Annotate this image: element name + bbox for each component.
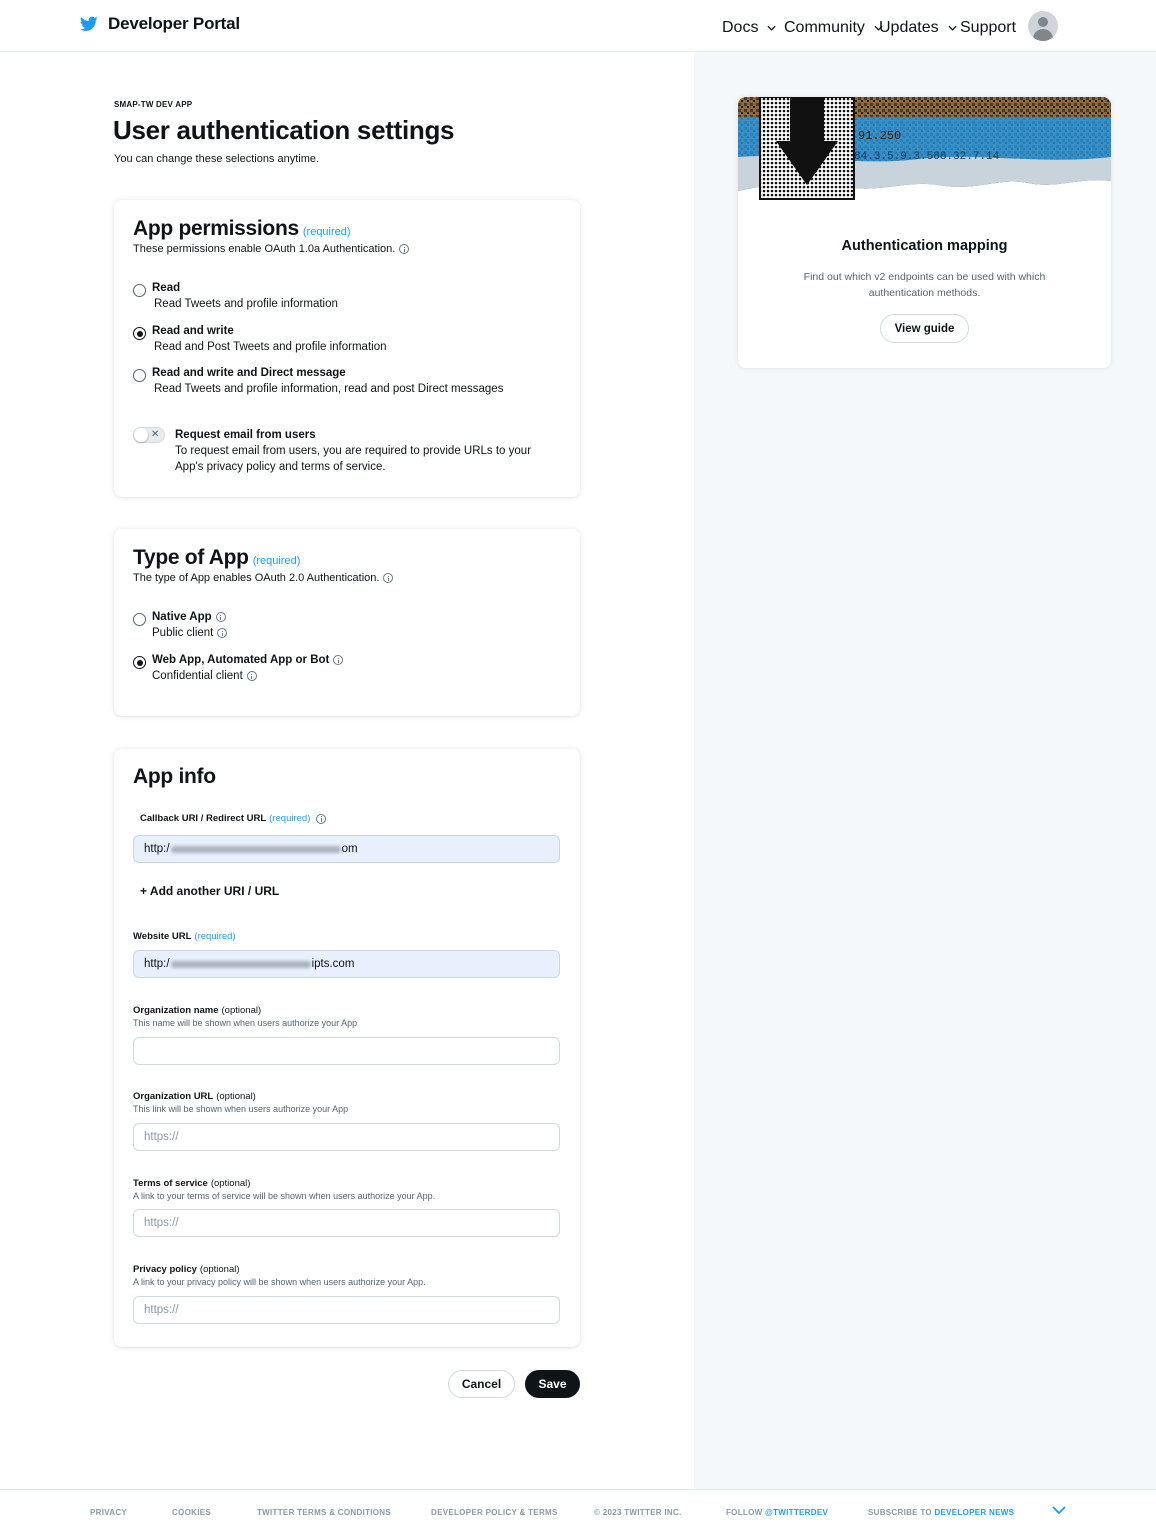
option-label-text: Native App bbox=[152, 611, 212, 623]
footer-subscribe-text: SUBSCRIBE TO bbox=[868, 1508, 932, 1517]
request-email-desc-line-1: To request email from users, you are required to provide URLs to your bbox=[175, 445, 532, 457]
website-url-input[interactable] bbox=[133, 950, 560, 978]
option-description: Read Tweets and profile information, read and post Direct messages bbox=[154, 383, 504, 395]
terms-of-service-label-text: Terms of service bbox=[133, 1178, 208, 1189]
type-of-app-description bbox=[133, 572, 393, 584]
footer-copyright: © 2023 TWITTER INC. bbox=[594, 1508, 682, 1517]
art-text-line-2: 84.3.5.9.3.588.32.7.14 bbox=[854, 151, 1000, 163]
app-name-eyebrow: SMAP-TW DEV APP bbox=[114, 100, 193, 109]
toggle-knob bbox=[134, 428, 148, 442]
required-tag: (required) bbox=[269, 813, 311, 824]
optional-tag: (optional) bbox=[221, 1005, 262, 1016]
organization-url-help: This link will be shown when users authorize your App bbox=[133, 1104, 349, 1114]
info-icon[interactable] bbox=[316, 814, 326, 824]
nav-docs[interactable] bbox=[722, 19, 776, 37]
redacted-text bbox=[171, 961, 311, 968]
option-description-text: Public client bbox=[152, 627, 214, 639]
option-label: Read and write bbox=[152, 325, 234, 337]
terms-of-service-label bbox=[133, 1178, 250, 1189]
app-permissions-title bbox=[133, 217, 351, 241]
app-permissions-card bbox=[114, 200, 580, 497]
organization-name-input[interactable] bbox=[133, 1037, 560, 1065]
info-icon[interactable] bbox=[216, 612, 226, 622]
organization-url-input[interactable]: https:// bbox=[133, 1123, 560, 1151]
nav-docs-label: Docs bbox=[722, 19, 759, 36]
callback-url-input[interactable] bbox=[133, 835, 560, 863]
terms-of-service-help: A link to your terms of service will be shown when users authorize your App. bbox=[133, 1191, 436, 1201]
info-icon[interactable] bbox=[333, 655, 343, 665]
footer-subscribe-target[interactable]: DEVELOPER NEWS bbox=[934, 1508, 1015, 1517]
cancel-button[interactable]: Cancel bbox=[448, 1370, 515, 1398]
download-arrow-illustration bbox=[738, 97, 1111, 201]
chevron-down-icon[interactable] bbox=[1052, 1506, 1066, 1514]
avatar-body-shape bbox=[1033, 29, 1053, 41]
request-email-toggle[interactable] bbox=[133, 427, 165, 443]
info-icon[interactable] bbox=[399, 244, 409, 254]
footer-subscribe[interactable] bbox=[868, 1508, 1014, 1517]
option-description: Read and Post Tweets and profile information bbox=[154, 341, 387, 353]
website-url-label bbox=[133, 931, 236, 942]
info-icon[interactable] bbox=[247, 671, 257, 681]
radio-button[interactable] bbox=[133, 369, 146, 382]
footer bbox=[0, 1489, 1156, 1536]
radio-button-checked[interactable] bbox=[133, 327, 146, 340]
optional-tag: (optional) bbox=[210, 1178, 251, 1189]
twitter-bird-icon bbox=[80, 16, 98, 32]
add-another-uri-button[interactable]: + Add another URI / URL bbox=[140, 884, 280, 898]
option-label bbox=[152, 654, 343, 666]
request-email-desc-line-2: App's privacy policy and terms of service. bbox=[175, 461, 386, 473]
save-button[interactable]: Save bbox=[525, 1370, 580, 1398]
app-info-title: App info bbox=[133, 765, 216, 788]
promo-title: Authentication mapping bbox=[841, 238, 1008, 254]
privacy-policy-label-text: Privacy policy bbox=[133, 1264, 197, 1275]
chevron-down-icon bbox=[948, 25, 957, 31]
organization-name-label bbox=[133, 1005, 261, 1016]
required-tag: (required) bbox=[302, 226, 351, 238]
option-label: Read bbox=[152, 282, 181, 294]
footer-follow-text: FOLLOW bbox=[726, 1508, 763, 1517]
nav-support-label: Support bbox=[960, 19, 1017, 36]
nav-updates[interactable] bbox=[879, 19, 957, 37]
footer-follow[interactable] bbox=[726, 1508, 828, 1517]
callback-url-label bbox=[140, 813, 326, 824]
radio-button[interactable] bbox=[133, 284, 146, 297]
page-title: User authentication settings bbox=[113, 115, 455, 145]
app-permissions-description-text: These permissions enable OAuth 1.0a Authentication. bbox=[133, 243, 396, 255]
type-of-app-title-text: Type of App bbox=[133, 546, 249, 569]
website-url-value-end: ipts.com bbox=[311, 958, 355, 970]
avatar-head-shape bbox=[1038, 17, 1048, 27]
privacy-policy-help: A link to your privacy policy will be shown when users authorize your App. bbox=[133, 1277, 426, 1287]
radio-button-checked[interactable] bbox=[133, 656, 146, 669]
promo-description: Find out which v2 endpoints can be used with which authentication methods. bbox=[803, 271, 1046, 299]
nav-community-label: Community bbox=[784, 19, 865, 36]
request-email-label: Request email from users bbox=[175, 429, 316, 441]
terms-of-service-input[interactable]: https:// bbox=[133, 1209, 560, 1237]
type-of-app-card bbox=[114, 529, 580, 716]
website-url-value-start: http:/ bbox=[144, 958, 170, 970]
organization-url-label-text: Organization URL bbox=[133, 1091, 214, 1102]
optional-tag: (optional) bbox=[199, 1264, 240, 1275]
view-guide-button[interactable]: View guide bbox=[880, 314, 969, 343]
brand-name: Developer Portal bbox=[108, 14, 240, 33]
privacy-policy-label bbox=[133, 1264, 240, 1275]
footer-terms-link[interactable]: TWITTER TERMS & CONDITIONS bbox=[257, 1508, 392, 1517]
radio-button[interactable] bbox=[133, 613, 146, 626]
option-description-text: Confidential client bbox=[152, 670, 243, 682]
option-label bbox=[152, 611, 226, 623]
callback-url-value-end: om bbox=[341, 843, 358, 855]
info-icon[interactable] bbox=[217, 628, 227, 638]
footer-developer-policy-link[interactable]: DEVELOPER POLICY & TERMS bbox=[431, 1508, 558, 1517]
organization-name-help: This name will be shown when users authorize your App bbox=[133, 1018, 358, 1028]
option-label-text: Web App, Automated App or Bot bbox=[152, 654, 330, 666]
organization-url-label bbox=[133, 1091, 256, 1102]
footer-cookies-link[interactable]: COOKIES bbox=[172, 1508, 211, 1517]
type-of-app-description-text: The type of App enables OAuth 2.0 Authentication. bbox=[133, 572, 380, 584]
nav-updates-label: Updates bbox=[879, 19, 939, 36]
optional-tag: (optional) bbox=[216, 1091, 256, 1102]
callback-url-value-start: http:/ bbox=[144, 843, 170, 855]
authentication-mapping-card bbox=[738, 97, 1111, 368]
app-permissions-title-text: App permissions bbox=[133, 217, 299, 240]
option-label: Read and write and Direct message bbox=[152, 367, 346, 379]
type-of-app-title bbox=[133, 546, 300, 570]
organization-name-label-text: Organization name bbox=[133, 1005, 219, 1016]
required-tag: (required) bbox=[252, 555, 301, 567]
chevron-down-icon bbox=[767, 25, 776, 31]
option-description bbox=[152, 670, 257, 682]
page-subtitle: You can change these selections anytime. bbox=[114, 153, 320, 165]
app-permissions-description bbox=[133, 243, 409, 255]
brand-link[interactable] bbox=[80, 14, 240, 34]
option-description bbox=[152, 627, 227, 639]
nav-community[interactable] bbox=[784, 19, 883, 37]
info-icon[interactable] bbox=[383, 573, 393, 583]
top-navigation-bar bbox=[0, 0, 1156, 52]
privacy-policy-input[interactable]: https:// bbox=[133, 1296, 560, 1324]
user-avatar[interactable] bbox=[1028, 11, 1058, 41]
callback-url-label-text: Callback URI / Redirect URL bbox=[140, 813, 267, 824]
footer-privacy-link[interactable]: PRIVACY bbox=[90, 1508, 128, 1517]
option-description: Read Tweets and profile information bbox=[154, 298, 338, 310]
art-text-line-1: 91.250 bbox=[858, 129, 902, 143]
required-tag: (required) bbox=[194, 931, 236, 942]
website-url-label-text: Website URL bbox=[133, 931, 192, 942]
close-icon: ✕ bbox=[151, 429, 160, 440]
redacted-text bbox=[171, 846, 341, 853]
footer-follow-handle[interactable]: @TWITTERDEV bbox=[765, 1508, 829, 1517]
app-info-card bbox=[114, 749, 580, 1347]
nav-support[interactable] bbox=[960, 19, 1016, 37]
